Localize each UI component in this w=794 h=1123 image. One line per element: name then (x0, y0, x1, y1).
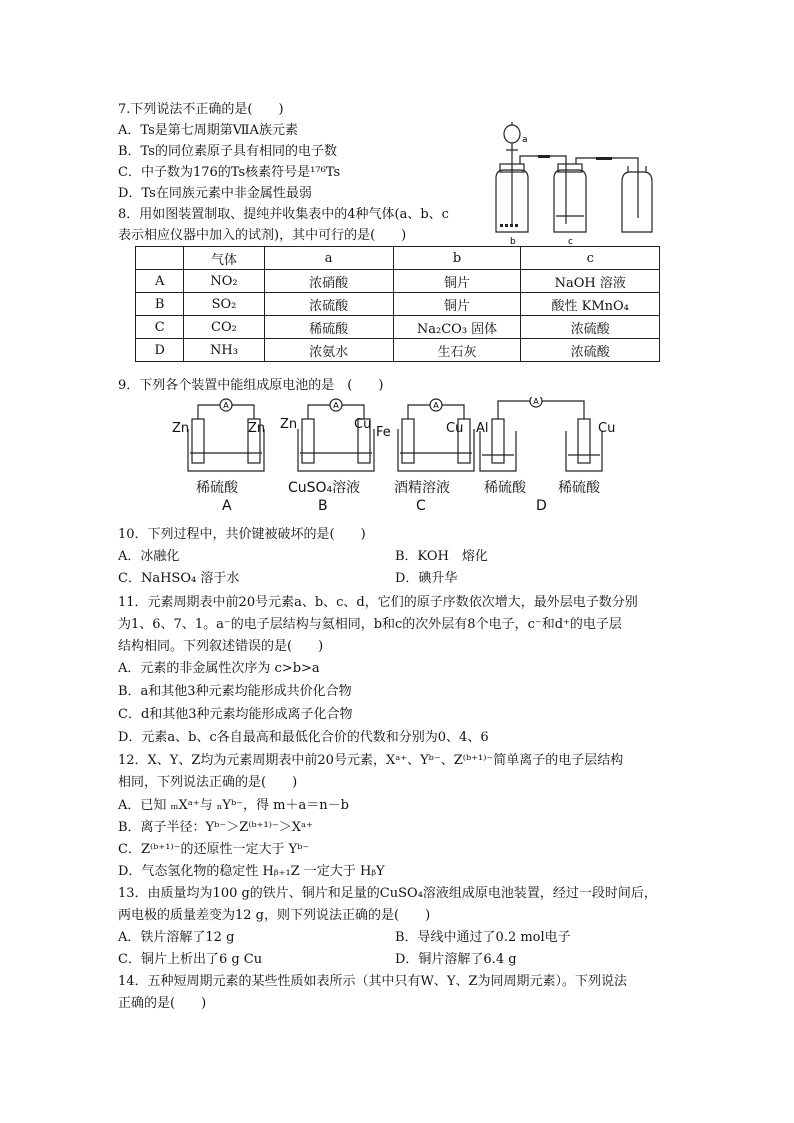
table-cell: NH₃ (184, 339, 264, 362)
q11-stem-line3: 结构相同。下列叙述错误的是( ) (118, 639, 324, 654)
q7-option-c: C．中子数为176的Ts核素符号是¹⁷⁶Ts (118, 165, 341, 180)
q12-stem-line1: 12．X、Y、Z均为元素周期表中前20号元素，Xᵃ⁺、Yᵇ⁻、Z⁽ᵇ⁺¹⁾⁻简单离子的电子层结构 (118, 753, 624, 768)
ammeter-a-glyph: A (223, 401, 229, 410)
q14-stem-line1: 14．五种短周期元素的某些性质如表所示（其中只有W、Y、Z为同周期元素）。下列说法 (118, 974, 628, 989)
table-cell: C (136, 316, 184, 339)
table-header-cell: 气体 (184, 247, 264, 270)
table-cell: 浓氨水 (264, 339, 393, 362)
table-cell: D (136, 339, 184, 362)
table-header-row (136, 247, 660, 270)
table-row (136, 316, 660, 339)
q13-option-c: C．铜片上析出了6 g Cu (118, 952, 263, 967)
ammeter-c-glyph: A (433, 401, 439, 410)
table-cell: 浓硫酸 (264, 293, 393, 316)
q10-stem: 10．下列过程中，共价键被破坏的是( ) (118, 527, 366, 542)
cell-d-left-electrode: Al (476, 421, 489, 436)
q11-option-a: A．元素的非金属性次序为 c>b>a (118, 661, 320, 676)
table-cell: NO₂ (184, 270, 264, 293)
q11-option-d: D．元素a、b、c各自最高和最低化合价的代数和分别为0、4、6 (118, 730, 489, 745)
table-cell: 浓硫酸 (521, 339, 660, 362)
table-cell: 浓硝酸 (264, 270, 393, 293)
table-cell: B (136, 293, 184, 316)
table-row (136, 339, 660, 362)
q10-option-c: C．NaHSO₄ 溶于水 (118, 571, 240, 586)
table-cell: 浓硫酸 (521, 316, 660, 339)
table-cell: 铜片 (393, 270, 521, 293)
galvanic-cells-drawing (168, 397, 628, 519)
q14-stem-line2: 正确的是( ) (118, 996, 207, 1011)
cell-c-letter: C (416, 498, 426, 514)
table-header-cell: b (393, 247, 521, 270)
ammeter-b-glyph: A (333, 401, 339, 410)
q13-stem-line1: 13．由质量均为100 g的铁片、铜片和足量的CuSO₄溶液组成原电池装置，经过一段时间后， (118, 886, 657, 901)
q13-option-d: D．铜片溶解了6.4 g (395, 952, 517, 967)
cell-b-right-electrode: Cu (354, 417, 372, 432)
cell-c-left-electrode: Fe (376, 425, 391, 440)
q7-stem: 7.下列说法不正确的是( ) (118, 102, 284, 117)
cell-c-right-electrode: Cu (446, 421, 464, 436)
q12-option-a: A．已知 ₘXᵃ⁺与 ₙYᵇ⁻，得 m＋a＝n－b (118, 798, 349, 813)
q13-option-a: A．铁片溶解了12 g (118, 930, 235, 945)
table-row (136, 293, 660, 316)
q12-option-d: D．气态氢化物的稳定性 Hᵦ₊₁Z 一定大于 HᵦY (118, 864, 385, 879)
table-cell: 铜片 (393, 293, 521, 316)
table-cell: SO₂ (184, 293, 264, 316)
cell-d-right-electrode: Cu (598, 421, 616, 436)
q12-option-b: B．离子半径：Yᵇ⁻＞Z⁽ᵇ⁺¹⁾⁻＞Xᵃ⁺ (118, 820, 313, 835)
gas-apparatus-figure (488, 120, 668, 248)
cell-a-right-electrode: Zn (248, 421, 266, 436)
q12-option-c: C．Z⁽ᵇ⁺¹⁾⁻的还原性一定大于 Yᵇ⁻ (118, 842, 310, 857)
cell-d-solution-left: 稀硫酸 (484, 480, 526, 496)
table-header-cell: a (264, 247, 393, 270)
q12-stem-line2: 相同，下列说法正确的是( ) (118, 775, 298, 790)
cell-d-letter: D (536, 498, 547, 514)
table-cell: 酸性 KMnO₄ (521, 293, 660, 316)
galvanic-cells-figure (168, 397, 628, 519)
cell-a-solution: 稀硫酸 (196, 480, 238, 496)
cell-b-letter: B (318, 498, 328, 514)
table-header-cell (136, 247, 184, 270)
q7-option-d: D．Ts在同族元素中非金属性最弱 (118, 186, 312, 201)
apparatus-label-c: c (568, 237, 573, 247)
q11-stem-line2: 为1、6、7、1。a⁻的电子层结构与氦相同，b和c的次外层有8个电子，c⁻和d⁺的电子层 (118, 617, 622, 632)
q8-stem-line2: 表示相应仪器中加入的试剂)，其中可行的是( ) (118, 228, 407, 243)
apparatus-label-a: a (522, 135, 528, 145)
cell-b-left-electrode: Zn (280, 417, 298, 432)
table-header-cell: c (521, 247, 660, 270)
table-cell: Na₂CO₃ 固体 (393, 316, 521, 339)
q11-option-c: C．d和其他3种元素均能形成离子化合物 (118, 707, 353, 722)
q7-option-a: A．Ts是第七周期第ⅦA族元素 (118, 123, 298, 138)
cell-c-solution: 酒精溶液 (394, 480, 450, 496)
q9-stem: 9．下列各个装置中能组成原电池的是 ( ) (118, 378, 384, 393)
cell-b-solution: CuSO₄溶液 (288, 480, 361, 496)
table-cell: 稀硫酸 (264, 316, 393, 339)
table-cell: A (136, 270, 184, 293)
table-cell: NaOH 溶液 (521, 270, 660, 293)
table-cell: 生石灰 (393, 339, 521, 362)
cell-a-letter: A (222, 498, 232, 514)
q7-option-b: B．Ts的同位素原子具有相同的电子数 (118, 144, 337, 159)
q10-option-d: D．碘升华 (395, 571, 458, 586)
cell-a-left-electrode: Zn (172, 421, 190, 436)
q11-stem-line1: 11．元素周期表中前20号元素a、b、c、d，它们的原子序数依次增大，最外层电子数分别 (118, 595, 638, 610)
q10-option-a: A．冰融化 (118, 549, 180, 564)
ammeter-d-glyph: A (533, 397, 539, 406)
q13-option-b: B．导线中通过了0.2 mol电子 (395, 930, 571, 945)
table-row (136, 270, 660, 293)
q10-option-b: B．KOH 熔化 (395, 549, 488, 564)
q8-stem-line1: 8．用如图装置制取、提纯并收集表中的4种气体(a、b、c (118, 207, 449, 222)
q13-stem-line2: 两电极的质量差变为12 g，则下列说法正确的是( ) (118, 908, 431, 923)
cell-d-solution-right: 稀硫酸 (558, 480, 600, 496)
apparatus-label-b: b (510, 237, 516, 247)
q8-gas-table (135, 246, 660, 362)
q11-option-b: B．a和其他3种元素均能形成共价化合物 (118, 684, 352, 699)
table-cell: CO₂ (184, 316, 264, 339)
